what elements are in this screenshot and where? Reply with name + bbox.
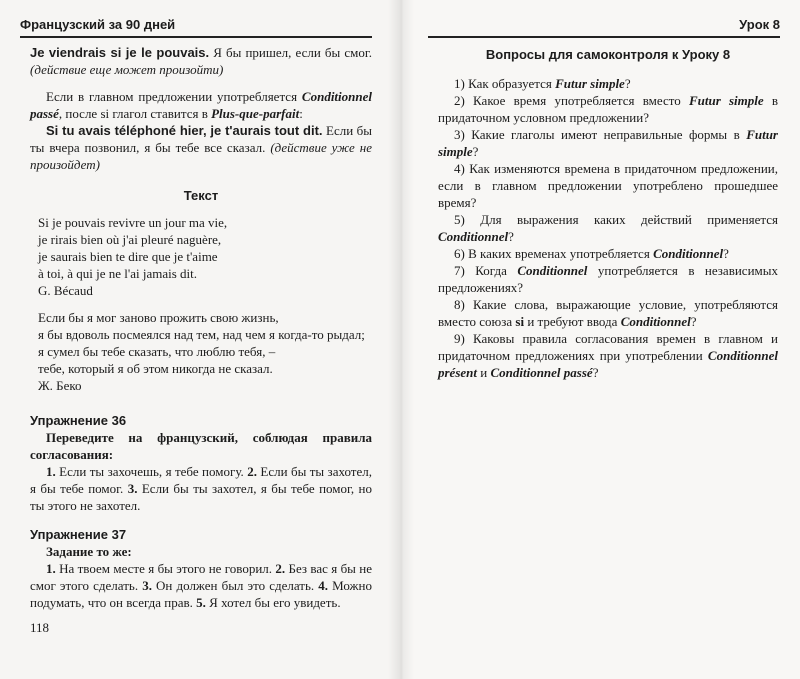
running-header-right	[428, 16, 780, 38]
q-term: Futur simple	[688, 93, 764, 108]
q-text: и	[477, 365, 491, 380]
poem-fr-line: Si je pouvais revivre un jour ma vie,	[38, 215, 228, 230]
question-item	[438, 92, 778, 126]
poem-fr-line: je saurais bien te dire que je t'aime	[38, 249, 218, 264]
q-text: 3) Какие глаголы имеют неправильные формы в	[454, 127, 747, 142]
q-text: и требуют ввода	[524, 314, 621, 329]
exercise-37-task: Задание то же:	[46, 544, 132, 559]
item-number: 4.	[318, 578, 329, 593]
q-text: 7) Когда	[454, 263, 518, 278]
item-number: 2.	[247, 464, 257, 479]
item-number: 3.	[127, 481, 138, 496]
item-text: Если бы ты захотел, я бы тебе помог, но ты этого не захотел.	[30, 481, 373, 513]
q-term: Futur simple	[438, 127, 778, 159]
poem-fr-line: je rirais bien où j'ai pleuré naguère,	[38, 232, 222, 247]
example-2-note: (действие уже не произойдет)	[30, 140, 372, 172]
questions-heading: Вопросы для самоконтроля к Уроку 8	[485, 47, 731, 62]
poem-fr-line: à toi, à qui je ne l'ai jamais dit.	[38, 266, 198, 281]
q-text: 4) Как изменяются времена в придаточном предложении, если в главном предложении употреблено прошедшее время?	[438, 161, 778, 210]
q-text: 9) Каковы правила согласования времен в главном и придаточном предложениях при употреблении	[438, 331, 778, 363]
question-item	[438, 75, 778, 92]
poem-ru-line: Если бы я мог заново прожить свою жизнь,	[38, 310, 279, 325]
q-text: в придаточном условном предложении?	[438, 93, 779, 125]
book-gutter	[388, 0, 414, 679]
question-item	[438, 296, 778, 330]
rule-term-2: Plus-que-parfait	[211, 106, 300, 121]
page-number: 118	[30, 620, 50, 635]
question-item	[438, 330, 778, 381]
item-number: 2.	[275, 561, 286, 576]
q-text: 5) Для выражения каких действий применяется	[454, 212, 778, 227]
example-1	[30, 44, 372, 78]
q-text: 2) Какое время употребляется вместо	[454, 93, 689, 108]
q-term: Conditionnel	[620, 314, 691, 329]
poem-ru-author: Ж. Беко	[38, 378, 82, 393]
q-text: ?	[592, 365, 599, 380]
question-item	[438, 160, 778, 211]
item-text: Если бы ты захотел, я бы тебе помог.	[30, 464, 372, 496]
right-column	[438, 46, 778, 381]
q-term: si	[515, 314, 525, 329]
book-title: Французский за 90 дней	[20, 17, 176, 32]
item-text: На твоем месте я бы этого не говорил.	[55, 561, 276, 576]
example-2-ru: Если бы ты вчера позвонил, я бы тебе все сказал.	[30, 123, 372, 155]
item-text: Без вас я бы не смог этого сделать.	[30, 561, 372, 593]
example-1-ru: Я бы пришел, если бы смог.	[209, 45, 372, 60]
example-1-note: (действие еще может произойти)	[30, 62, 224, 77]
item-number: 3.	[142, 578, 152, 593]
q-text: ?	[690, 314, 697, 329]
rule-text-3: :	[299, 106, 303, 121]
exercise-36-task: Переведите на французский, соблюдая правила согласования:	[30, 430, 372, 462]
poem-ru-line: тебе, который я об этом никогда не сказал.	[38, 361, 273, 376]
item-text: Он должен был это сделать.	[151, 578, 319, 593]
example-2	[30, 122, 372, 173]
poem-french	[30, 214, 372, 299]
exercise-37-title: Упражнение 37	[30, 527, 127, 542]
q-text: ?	[723, 246, 729, 261]
q-text: 6) В каких временах употребляется	[454, 246, 654, 261]
q-term: Conditionnel	[517, 263, 588, 278]
poem-russian	[30, 309, 372, 394]
q-text: 8) Какие слова, выражающие условие, употребляются вместо союза	[438, 297, 778, 329]
example-1-fr: Je viendrais si je le pouvais.	[30, 45, 210, 60]
question-item	[438, 211, 778, 245]
q-text: ?	[508, 229, 514, 244]
item-number: 1.	[46, 561, 56, 576]
questions-list	[438, 75, 778, 381]
rule-term-1: Conditionnel passé	[30, 89, 372, 121]
q-text: 1) Как образуется	[454, 76, 556, 91]
q-text: употребляется в независимых предложениях?	[438, 263, 778, 295]
lesson-title: Урок 8	[739, 17, 780, 32]
exercise-36-items	[30, 463, 372, 514]
item-number: 1.	[46, 464, 56, 479]
poem-ru-line: я сумел бы тебе сказать, что люблю тебя, –	[38, 344, 276, 359]
q-term: Conditionnel passé	[490, 365, 593, 380]
rule-paragraph	[30, 88, 372, 122]
q-term: Futur simple	[555, 76, 625, 91]
q-term: Conditionnel présent	[438, 348, 778, 380]
running-header-left	[20, 16, 372, 38]
text-heading: Текст	[183, 188, 219, 203]
q-text: ?	[472, 144, 479, 159]
question-item	[438, 126, 778, 160]
q-term: Conditionnel	[653, 246, 724, 261]
poem-fr-author: G. Bécaud	[38, 283, 93, 298]
q-term: Conditionnel	[438, 229, 509, 244]
rule-text-2: , после si глагол ставится в	[58, 106, 212, 121]
rule-text-1: Если в главном предложении употребляется	[46, 89, 302, 104]
exercise-36-title: Упражнение 36	[30, 413, 127, 428]
poem-ru-line: я бы вдоволь посмеялся над тем, над чем я когда-то рыдал;	[38, 327, 365, 342]
q-text: ?	[624, 76, 631, 91]
item-number: 5.	[196, 595, 206, 610]
example-2-fr: Si tu avais téléphoné hier, je t'aurais tout dit.	[46, 123, 323, 138]
item-text: Можно подумать, что он всегда прав.	[30, 578, 372, 610]
question-item	[438, 245, 778, 262]
item-text: Если ты захочешь, я тебе помогу.	[55, 464, 248, 479]
left-column	[30, 44, 372, 611]
question-item	[438, 262, 778, 296]
exercise-37-items	[30, 560, 372, 611]
item-text: Я хотел бы его увидеть.	[205, 595, 341, 610]
